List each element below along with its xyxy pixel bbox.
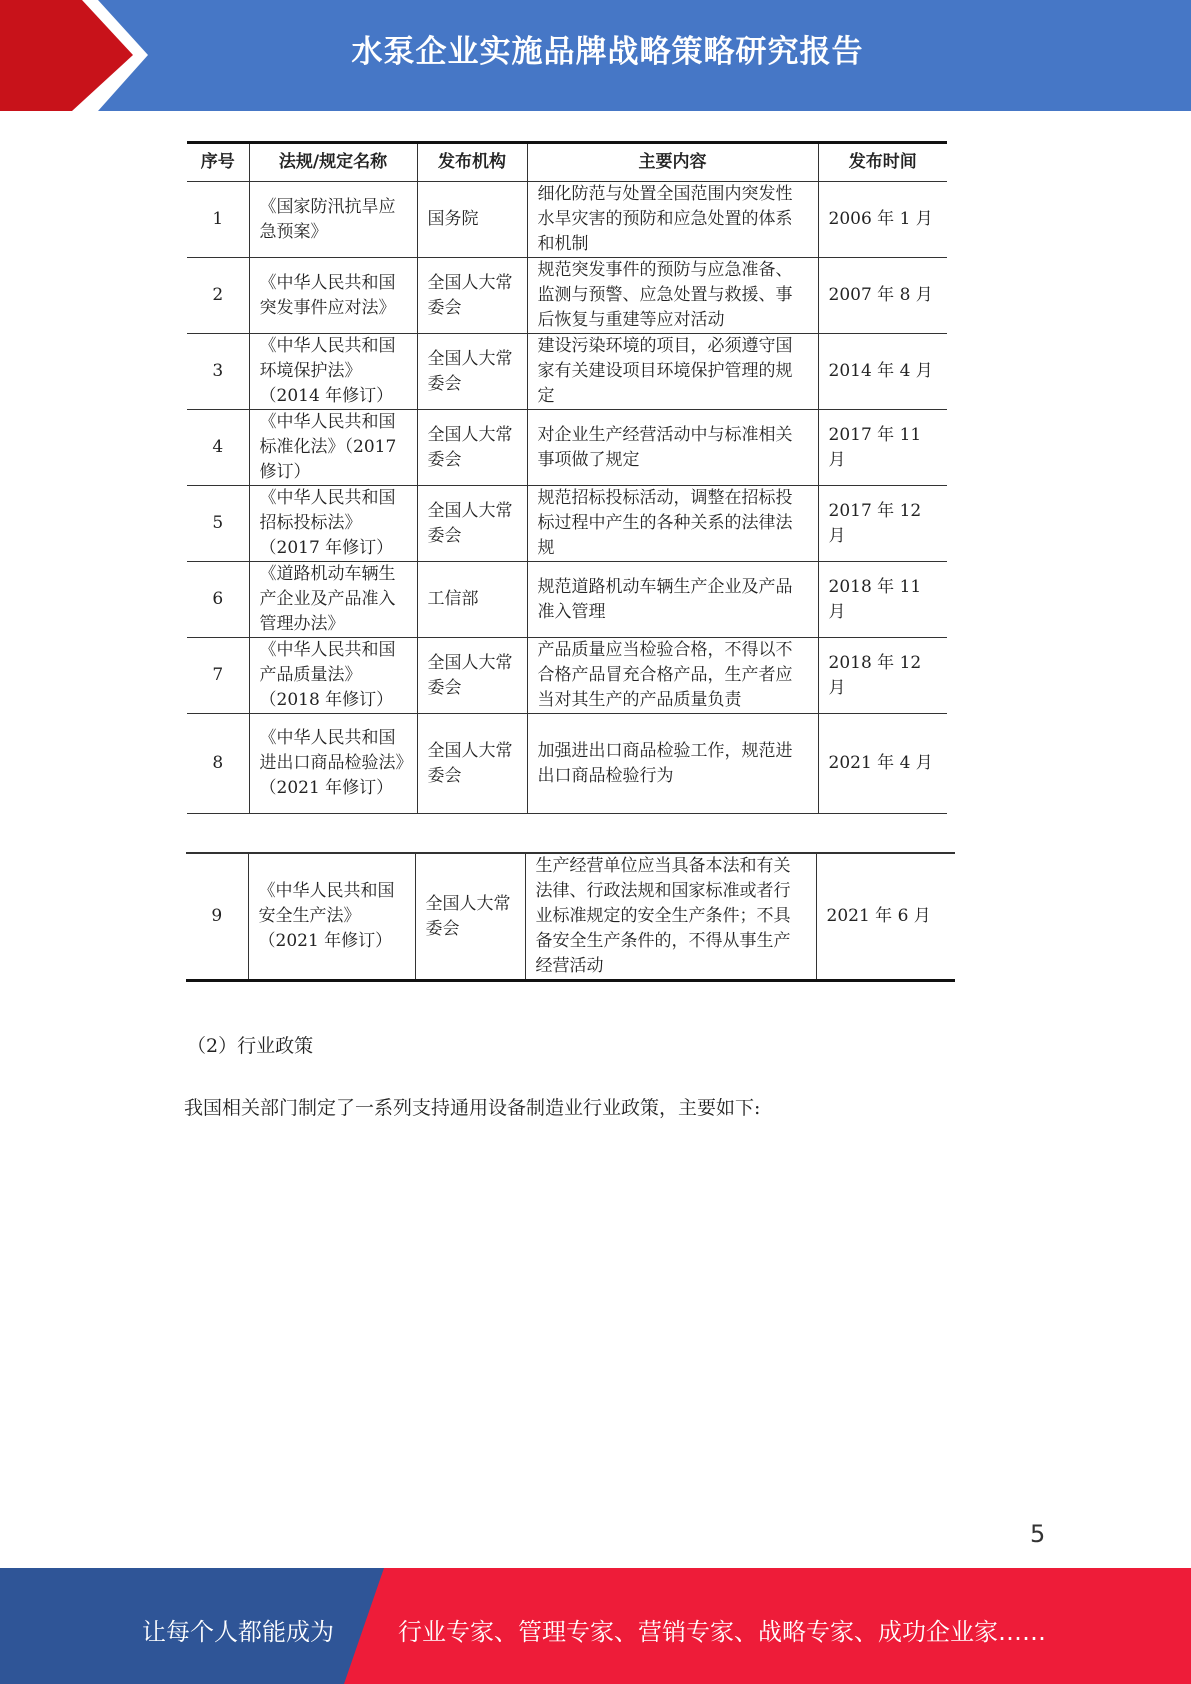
section-intro: 我国相关部门制定了一系列支持通用设备制造业行业政策，主要如下:: [184, 1097, 761, 1119]
table-header-row: [187, 143, 947, 182]
table-row: [187, 638, 947, 714]
cell-date: 2014 年 4 月: [818, 334, 947, 410]
cell-org: 国务院: [417, 182, 527, 258]
cell-org: 全国人大常委会: [417, 334, 527, 410]
table-row: [187, 562, 947, 638]
cell-content: 建设污染环境的项目，必须遵守国家有关建设项目环境保护管理的规定: [527, 334, 818, 410]
cell-name: 《国家防汛抗旱应急预案》: [249, 182, 417, 258]
cell-name: 《中华人民共和国产品质量法》（2018 年修订）: [249, 638, 417, 714]
cell-date: 2018 年 12 月: [818, 638, 947, 714]
cell-date: 2007 年 8 月: [818, 258, 947, 334]
cell-org: 工信部: [417, 562, 527, 638]
cell-no: 4: [187, 410, 249, 486]
column-header-content: 主要内容: [527, 143, 818, 182]
cell-content: 规范道路机动车辆生产企业及产品准入管理: [527, 562, 818, 638]
table-row: [187, 714, 947, 814]
cell-no: 1: [187, 182, 249, 258]
cell-date: 2021 年 6 月: [816, 853, 955, 981]
cell-content: 规范突发事件的预防与应急准备、监测与预警、应急处置与救援、事后恢复与重建等应对活动: [527, 258, 818, 334]
page-number: 5: [1030, 1520, 1046, 1548]
table-row: [187, 410, 947, 486]
cell-name: 《中华人民共和国安全生产法》（2021 年修订）: [248, 853, 415, 981]
cell-org: 全国人大常委会: [417, 714, 527, 814]
cell-content: 对企业生产经营活动中与标准相关事项做了规定: [527, 410, 818, 486]
cell-org: 全国人大常委会: [417, 410, 527, 486]
cell-no: 9: [186, 853, 248, 981]
cell-org: 全国人大常委会: [417, 486, 527, 562]
cell-content: 加强进出口商品检验工作，规范进出口商品检验行为: [527, 714, 818, 814]
cell-date: 2021 年 4 月: [818, 714, 947, 814]
cell-content: 细化防范与处置全国范围内突发性水旱灾害的预防和应急处置的体系和机制: [527, 182, 818, 258]
table-row: [187, 258, 947, 334]
cell-content: 生产经营单位应当具备本法和有关法律、行政法规和国家标准或者行业标准规定的安全生产条件；不具备安全生产条件的，不得从事生产经营活动: [525, 853, 816, 981]
cell-name: 《道路机动车辆生产企业及产品准入管理办法》: [249, 562, 417, 638]
cell-name: 《中华人民共和国突发事件应对法》: [249, 258, 417, 334]
regulations-table-continued: [186, 852, 955, 982]
cell-no: 6: [187, 562, 249, 638]
cell-content: 产品质量应当检验合格，不得以不合格产品冒充合格产品，生产者应当对其生产的产品质量负责: [527, 638, 818, 714]
cell-name: 《中华人民共和国进出口商品检验法》（2021 年修订）: [249, 714, 417, 814]
cell-date: 2017 年 11 月: [818, 410, 947, 486]
cell-org: 全国人大常委会: [415, 853, 525, 981]
report-title: 水泵企业实施品牌战略策略研究报告: [351, 34, 864, 70]
cell-date: 2018 年 11 月: [818, 562, 947, 638]
cell-content: 规范招标投标活动，调整在招标投标过程中产生的各种关系的法律法规: [527, 486, 818, 562]
cell-date: 2006 年 1 月: [818, 182, 947, 258]
table-row: [187, 486, 947, 562]
table-row: [187, 334, 947, 410]
column-header-no: 序号: [187, 143, 249, 182]
cell-no: 3: [187, 334, 249, 410]
cell-name: 《中华人民共和国环境保护法》（2014 年修订）: [249, 334, 417, 410]
cell-no: 2: [187, 258, 249, 334]
column-header-date: 发布时间: [818, 143, 947, 182]
cell-name: 《中华人民共和国标准化法》（2017 修订）: [249, 410, 417, 486]
footer-slogan-left: 让每个人都能成为: [142, 1618, 334, 1646]
table-row: [186, 853, 955, 981]
cell-no: 7: [187, 638, 249, 714]
cell-date: 2017 年 12 月: [818, 486, 947, 562]
cell-name: 《中华人民共和国招标投标法》（2017 年修订）: [249, 486, 417, 562]
section-heading: （2）行业政策: [187, 1035, 314, 1057]
cell-no: 8: [187, 714, 249, 814]
cell-no: 5: [187, 486, 249, 562]
page-header: [0, 0, 1191, 111]
cell-org: 全国人大常委会: [417, 638, 527, 714]
column-header-org: 发布机构: [417, 143, 527, 182]
regulations-table: [187, 141, 947, 814]
cell-org: 全国人大常委会: [417, 258, 527, 334]
table-row: [187, 182, 947, 258]
column-header-name: 法规/规定名称: [249, 143, 417, 182]
footer-slogan-right: 行业专家、管理专家、营销专家、战略专家、成功企业家……: [398, 1618, 1046, 1646]
